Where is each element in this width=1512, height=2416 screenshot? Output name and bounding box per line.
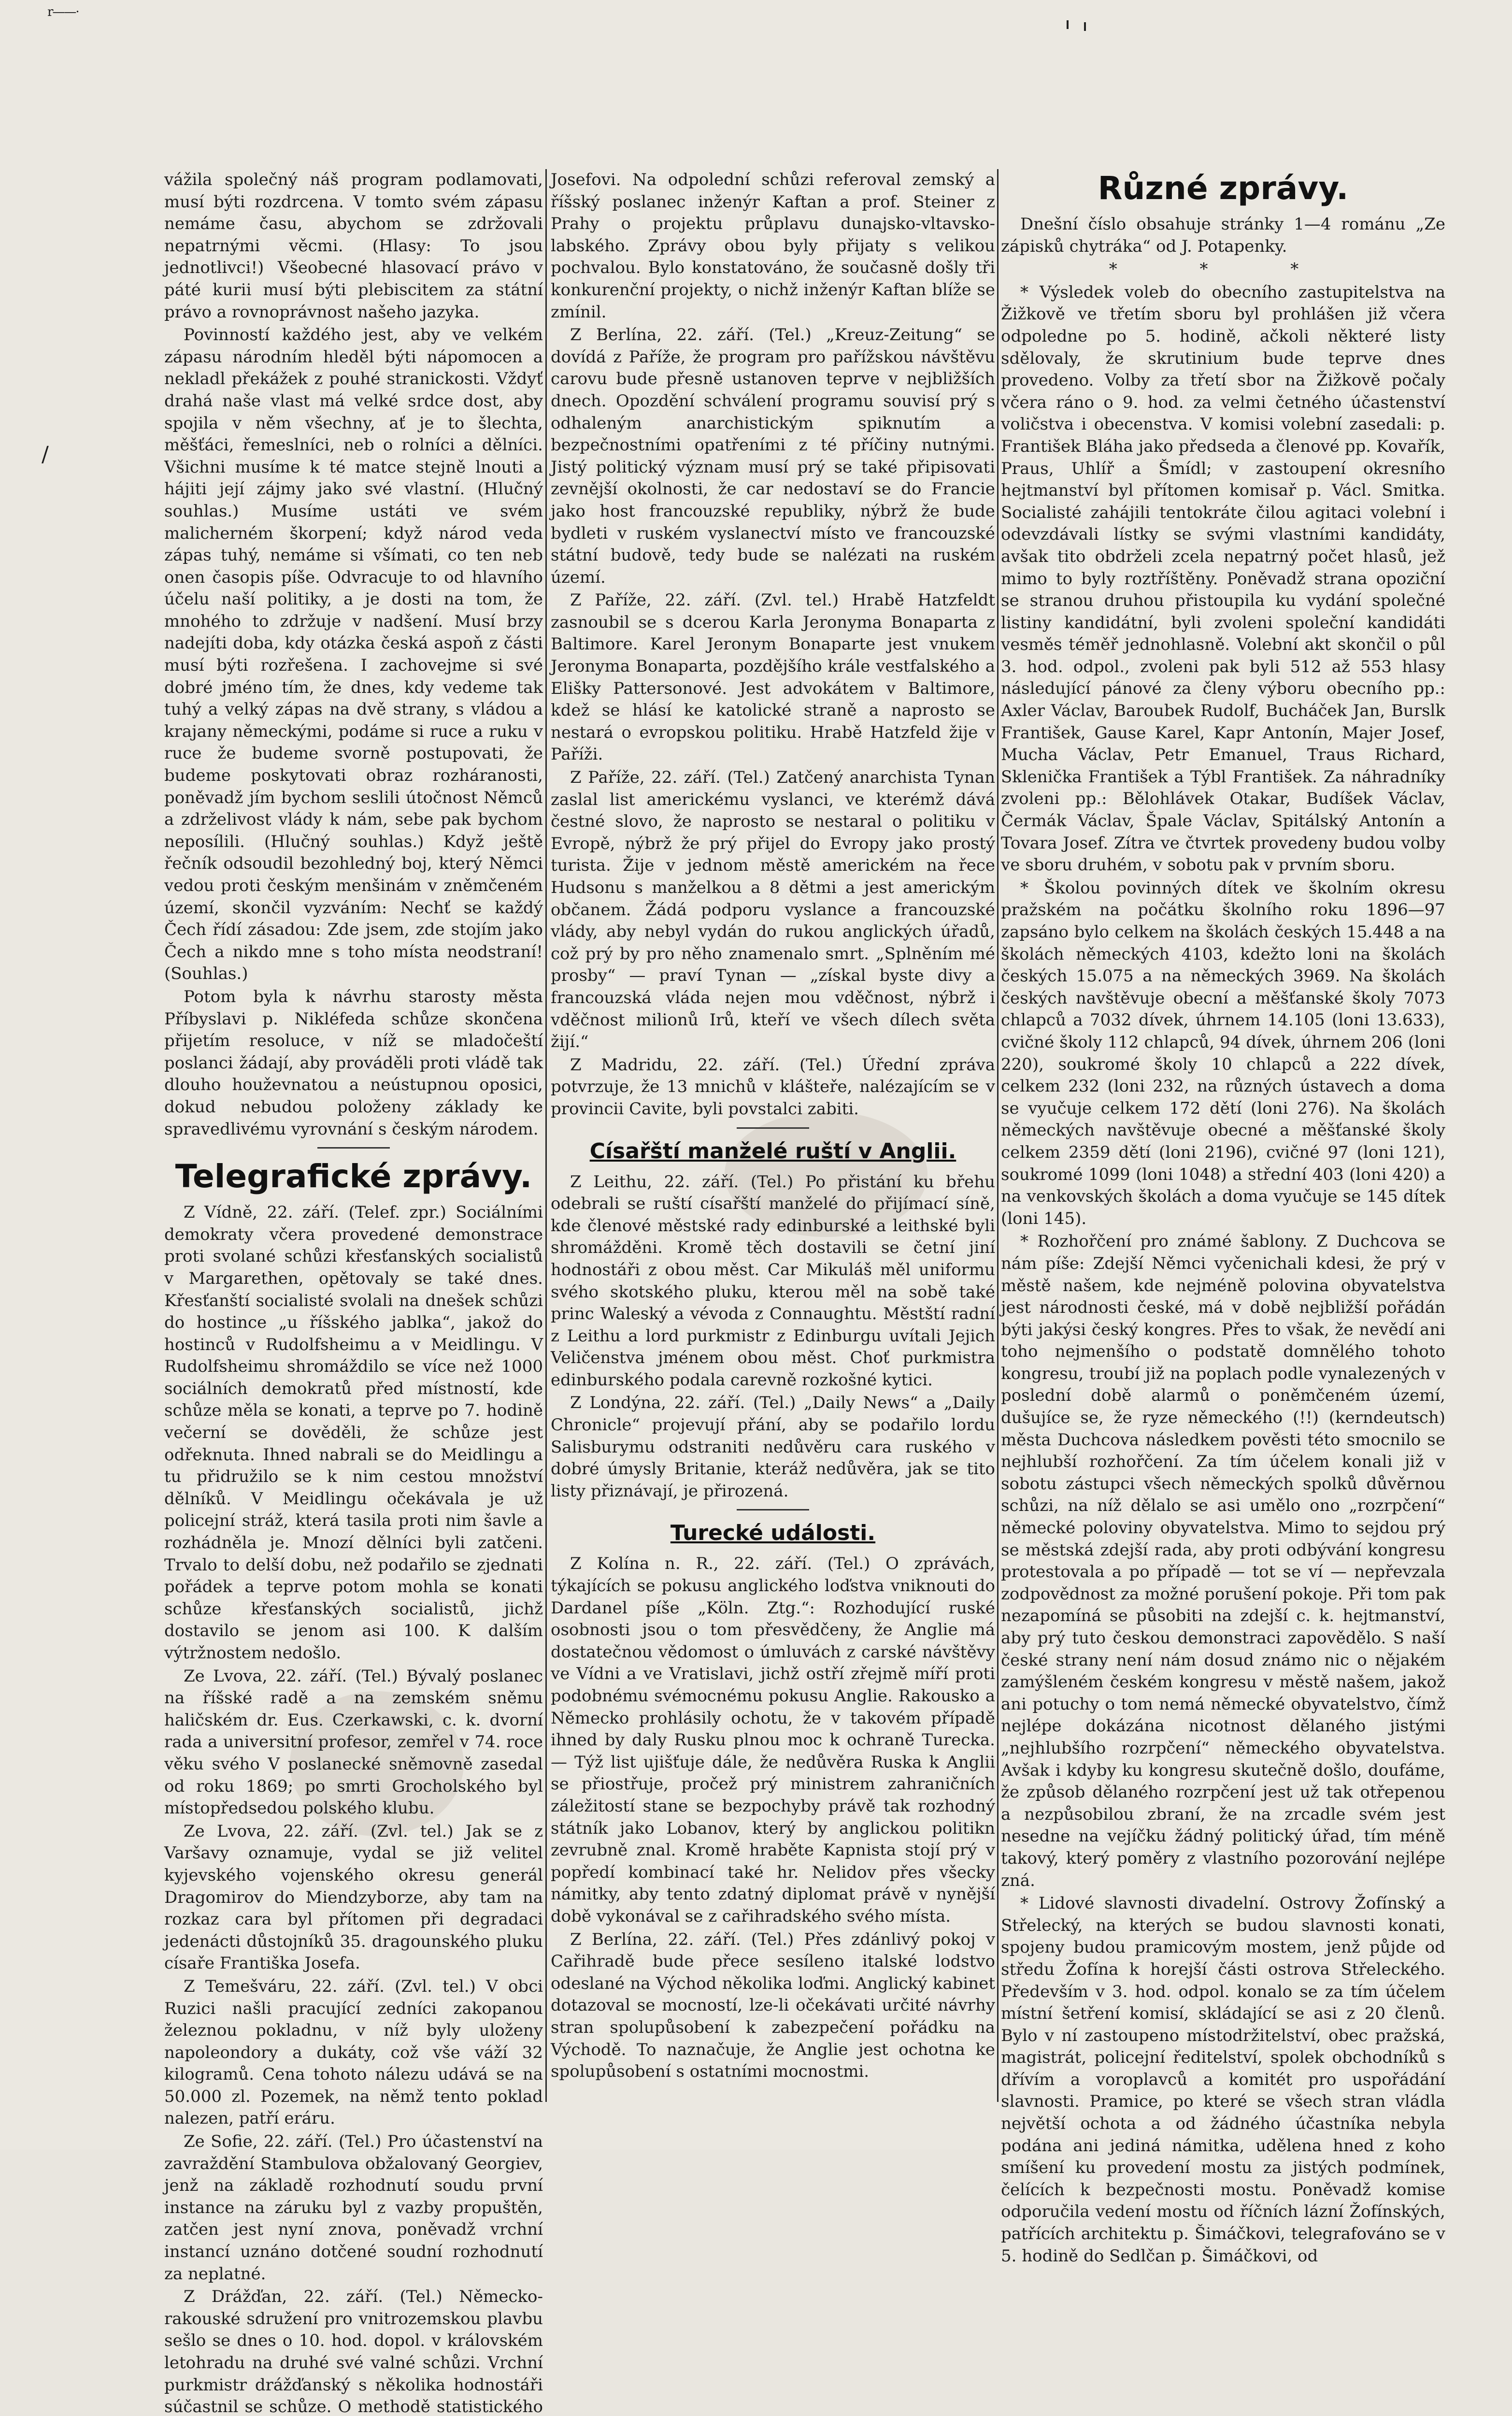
article-paragraph: Povinností každého jest, aby ve velkém zápasu národním hleděl býti nápomocen a nekladl překážek z pouhé stranickosti. Vždyť drahá naše vlast má velké srdce dost, aby spojila v něm všechny, ať je to šlechta, měšťáci, řemeslníci, neb o rolníci a dělníci. Všichni musíme k té matce stejně lnouti a hájiti její zájmy jako své vlastní. (Hlučný souhlas.) Musíme ustáti ve svém malicherném škorpení; když národ veda zápas tuhý, nemáme si všímati, co ten neb onen časopis píše. Odvracuje to od hlavního účelu naší politiky, a je dosti na tom, že mnohého to zdržuje v nadšení. Musí brzy nadejíti doba, kdy otázka česká aspoň z části musí býti rozřešena. I zachovejme si své dobré jméno tím, že dnes, kdy vedeme tak tuhý a velký zápas na dvě strany, s vládou a krajany německými, podáme si ruce a ruku v ruce že budeme svorně postupovati, že budeme poskytovati obraz rozháranosti, poněvadž jím bychom seslili útočnost Němců a zdrželivost vlády k nám, sebe pak bychom neposílili. (Hlučný souhlas.) Když ještě řečník odsoudil bezohledný boj, který Němci vedou proti českým menšinám v zněmčeném území, skončil vyzváním: Nechť se každý Čech řídí zásadou: Zde jsem, zde stojím jako Čech a nikdo mne s toho místa neodstraní! (Souhlas.) bbox=[164, 325, 543, 984]
news-item: Z Kolína n. R., 22. září. (Tel.) O zprávách, týkajících se pokusu anglického loďstva vniknouti do Dardanel píše „Köln. Ztg.“: Rozhodující ruské osobnosti jsou o tom přesvědčeny, že Anglie má dostatečnou vědomost o úmluvách z carské návštěvy ve Vídni a ve Vratislavi, jichž ostří zřejmě míří proti podobnému svémocnému pokusu Anglie. Rakousko a Německo prohlásily ochotu, že v takovém případě ihned by daly Rusku plnou moc k ochraně Turecka. — Týž list ujišťuje dále, že nedůvěra Ruska k Anglii se přiostřuje, pročež prý ministrem zahraničních záležitostí stane se bezpochyby právě tak rozhodný státník jako Lobanov, který by anglickou politikn zevrubně znal. Kromě hraběte Kapnista stojí prý v popředí kombinací také hr. Nelidov přes všecky námitky, aby tento zdatný diplomat právě v nynější době vykonával se z cařihradského svého místa. bbox=[551, 1554, 995, 1926]
stars-divider: * * * bbox=[1109, 259, 1338, 279]
article-paragraph: Potom byla k návrhu starosty města Příbyslavi p. Nikléfeda schůze skončena přijetím resoluce, v níž se mladočeští poslanci žádají, aby prováděli proti vládě tak dlouho houževnatou a neústupnou oposici, dokud nebudou položeny základy ke spravedlivému vyrovnání s českým národem. bbox=[164, 987, 543, 1139]
column-2 bbox=[551, 169, 995, 2112]
news-item: * Školou povinných dítek ve školním okresu pražském na počátku školního roku 1896—97 zapsáno bylo celkem na školách českých 15.448 a na školách německých 4103, kdežto loni na školách českých 15.075 a na německých 3969. Na školách českých navštěvuje obecní a měšťanské školy 7073 chlapců a 7032 dívek, úhrnem 14.105 (loni 13.633), cvičné školy 112 chlapců, 94 dívek, úhrnem 206 (loni 220), soukromé školy 10 chlapců a 222 dívek, celkem 232 (loni 232, na různých ústavech a doma se vyučuje celkem 172 dětí (loni 276). Na školách německých navštěvuje obecné a měšťanské školy celkem 2359 dětí (loni 2196), cvičné 97 (loni 121), soukromé 1099 (loni 1048) a střední 403 (loni 420) a na venkovských školách a doma vyučuje se 145 dítek (loni 145). bbox=[1001, 878, 1445, 1228]
section-title-cisarsti: Císařští manželé ruští v Anglii. bbox=[589, 1138, 956, 1164]
section-divider bbox=[737, 1127, 809, 1129]
news-item: Z Paříže, 22. září. (Tel.) Zatčený anarchista Tynan zaslal list americkému vyslanci, ve kterémž dává čestné slovo, že naprosto se nestaral o politiku v Evropě, nýbrž že prý přijel do Evropy jako prostý turista. Žije v jednom městě americkém na řece Hudsonu s manželkou a 8 dětmi a jest americkým občanem. Žádá podporu vyslance a francouzské vlády, aby nebyl vydán do rukou anglických úřadů, což prý by pro něho znamenalo smrt. „Splněním mé prosby“ — praví Tynan — „získal byste divy a francouzská vláda nejen mou vděčnost, nýbrž i vděčnost milionů Irů, kteří ve všech dílech světa žijí.“ bbox=[551, 768, 995, 1052]
intro-paragraph: Dnešní číslo obsahuje stránky 1—4 románu „Ze zápisků chytráka“ od J. Potapenky. bbox=[1001, 215, 1445, 256]
corner-mark: r——· bbox=[47, 5, 79, 19]
section-title-ruzne: Různé zprávy. bbox=[1098, 170, 1349, 207]
news-item: Z Londýna, 22. září. (Tel.) „Daily News“ a „Daily Chronicle“ projevují přání, aby se podařilo lordu Salisburymu odstraniti nedůvěru cara ruského v dobré úmysly Britanie, kteráž nedůvěra, jak se tito listy přiznávají, je přirozená. bbox=[551, 1393, 995, 1501]
news-item: Z Paříže, 22. září. (Zvl. tel.) Hrabě Hatzfeldt zasnoubil se s dcerou Karla Jeronyma Bonaparta z Baltimore. Karel Jeronym Bonaparte jest vnukem Jeronyma Bonaparta, pozdějšího krále vestfalského a Elišky Pattersonové. Jest advokátem v Baltimore, kdež se hlásí ke katolické straně a naprosto se nestará o evropskou politiku. Hrabě Hatzfeld žije v Paříži. bbox=[551, 590, 995, 764]
section-divider bbox=[317, 1147, 390, 1149]
column-3 bbox=[1001, 169, 1445, 2266]
news-item: Z Berlína, 22. září. (Tel.) „Kreuz-Zeitung“ se dovídá z Paříže, že program pro pařížskou návštěvu carovu bude přesně ustanoven teprve v nejbližších dnech. Opozdění schválení programu souvisí prý s odhaleným anarchistickým spiknutím a bezpečnostními opatřeními z té příčiny nutnými. Jistý politický význam musí prý se také připisovati zevnější okolnosti, že car nedostaví se do Francie jako host francouzské republiky, nýbrž že bude bydleti v ruském vyslanectví místo ve francouzské státní budově, tedy bude se nalézati na ruském území. bbox=[551, 325, 995, 587]
news-item: Z Leithu, 22. září. (Tel.) Po přistání ku břehu odebrali se ruští císařští manželé do přijímací síně, kde členové městské rady edinburské a leithské byli shromážděni. Kromě těch dostavili se četní jiní hodnostáři z obou měst. Car Mikuláš měl uniformu svého skotského pluku, kterou měl na sobě také princ Waleský a vévoda z Connaughtu. Městští radní z Leithu a lord purkmistr z Edinburgu uvítali Jejich Veličenstva jménem obou měst. Choť purkmistra edinburského podala carevně rozkošné kytici. bbox=[551, 1172, 995, 1390]
top-tick-mark bbox=[1084, 22, 1086, 31]
news-item: Z Temešváru, 22. září. (Zvl. tel.) V obci Ruzici našli pracující zedníci zakopanou železnou pokladnu, v níž byly uloženy napoleondory a dukáty, což vše váží 32 kilogramů. Cena tohoto nálezu udává se na 50.000 zl. Pozemek, na němž tento poklad nalezen, patří eráru. bbox=[164, 1976, 543, 2128]
column-rule bbox=[545, 169, 547, 2102]
column-rule bbox=[997, 169, 998, 2102]
news-item: Z Berlína, 22. září. (Tel.) Přes zdánlivý pokoj v Cařihradě bude přece sesíleno italské lodstvo odeslané na Východ několika loďmi. Anglický kabinet dotazoval se mocností, lze-li očekávati určité návrhy stran spolupůsobení k zabezpečení pořádku na Východě. To naznačuje, že Anglie jest ochotna ke spolupůsobení s ostatními mocnostmi. bbox=[551, 1929, 995, 2082]
section-title-telegraficke: Telegrafické zprávy. bbox=[175, 1158, 532, 1195]
news-item: Z Madridu, 22. září. (Tel.) Úřední zpráva potvrzuje, že 13 mnichů v klášteře, nalézajícím se v provincii Cavite, byli povstalci zabiti. bbox=[551, 1055, 995, 1119]
section-divider bbox=[737, 1509, 809, 1510]
article-paragraph: vážila společný náš program podlamovati, musí býti rozdrcena. V tomto svém zápasu nemáme času, abychom se zdržovali nepatrnými věcmi. (Hlasy: To jsou jednotlivci!) Všeobecné hlasovací právo v páté kurii musí býti plebiscitem za státní právo a rovnoprávnost našeho jazyka. bbox=[164, 170, 543, 322]
news-item: Z Vídně, 22. září. (Telef. zpr.) Sociálními demokraty včera provedené demonstrace proti svolané schůzi křesťanských socialistů v Margarethen, opětovaly se také dnes. Křesťanští socialisté svolali na dnešek schůzi do hostince „u říšského jablka“, jakož do hostinců v Rudolfsheimu a v Meidlingu. V Rudolfsheimu shromáždilo se více než 1000 sociálních demokratů před místností, kde schůze měla se konati, a teprve po 7. hodině večerní se dověděli, že schůze jest odřeknuta. Ihned nabrali se do Meidlingu a tu přidružilo se k nim cestou množství dělníků. V Meidlingu očekávala je už policejní stráž, která tasila proti nim šavle a rozhádněla je. Mnozí dělníci byli zatčeni. Trvalo to delší dobu, než podařilo se zjednati pořádek a teprve potom mohla se konati schůze křesťanských socialistů, jichž dostavilo se jenom asi 100. K dalším výtržnostem nedošlo. bbox=[164, 1203, 543, 1663]
news-item: Ze Lvova, 22. září. (Zvl. tel.) Jak se z Varšavy oznamuje, vydal se již velitel kyjevského vojenského okresu generál Dragomirov do Miendzyborze, aby tam na rozkaz cara byl přítomen při degradaci jedenácti důstojníků 35. dragounského pluku císaře Františka Josefa. bbox=[164, 1821, 543, 1973]
news-item: Ze Sofie, 22. září. (Tel.) Pro účastenství na zavraždění Stambulova obžalovaný Georgiev, jenž na základě rozhodnutí soudu první instance na záruku byl z vazby propuštěn, zatčen jest nyní znova, poněvadž vrchní instancí uznáno dotčené soudní rozhodnutí za neplatné. bbox=[164, 2132, 543, 2284]
top-tick-mark bbox=[1067, 20, 1069, 29]
article-paragraph: Josefovi. Na odpolední schůzi referoval zemský a říšský poslanec inženýr Kaftan a prof. Steiner z Prahy o projektu průplavu dunajsko-vltavsko-labského. Zprávy obou byly přijaty s velikou pochvalou. Bylo konstatováno, že současně došly tři konkurenční projekty, o nichž inženýr Kaftan blíže se zmínil. bbox=[551, 170, 995, 322]
news-item: Ze Lvova, 22. září. (Tel.) Bývalý poslanec na říšské radě a na zemském sněmu haličském dr. Eus. Czerkawski, c. k. dvorní rada a universitní profesor, zemřel v 74. roce věku svého V poslanecké sněmovně zasedal od roku 1869; po smrti Grocholského byl místopředsedou polského klubu. bbox=[164, 1666, 543, 1818]
news-item: * Rozhořčení pro známé šablony. Z Duchcova se nám píše: Zdejší Němci vyčenichali kdesi, že prý v městě našem, kde nejméně polovina obyvatelstva jest národnosti české, má v době nejbližší pořádán býti jakýsi český kongres. Přes to však, že nevědí ani toho nejmenšího o podstatě domnělého tohoto kongresu, troubí již na poplach podle vynalezených v poslední době alarmů o poněmčeném území, dušujíce se, že ryze německého (!!) (kerndeutsch) města Duchcova následkem pověsti této smocnilo se nejhlubší rozhořčení. Za tím účelem konali již v sobotu zástupci všech německých spolků důvěrnou schůzi, na níž dělalo se asi umělo ono „rozrpčení“ německé poloviny obyvatelstva. Mimo to sejdou prý se městská zdejší rada, aby proti odbývání kongresu protestovala a po případě — tot se ví — nepřevzala zodpovědnost za možné porušení pokoje. Při tom pak nezapomíná se působiti na zdejší c. k. hejtmanství, aby prý tuto českou demonstraci zapovědělo. S naší české strany není nám dosud známo nic o nějakém zamýšleném českém kongresu v městě našem, jakož ani potuchy o tom nemá německé obyvatelstvo, čímž nejlépe dokázána nicotnost dělaného jistými „nejhlubšího rozrpčení“ německého obyvatelstva. Avšak i kdyby ku kongresu skutečně došlo, doufáme, že způsob dělaného rozrpčení jest už tak otřepenou a nezpůsobilou zbraní, že na zrcadle svém jest nesedne na vejíčku žádný politický úřad, tím méně takový, který poměry z vlastního pozorování nejlépe zná. bbox=[1001, 1232, 1445, 1890]
section-title-turecke: Turecké události. bbox=[670, 1521, 876, 1546]
column-1 bbox=[164, 169, 543, 2416]
news-item: * Lidové slavnosti divadelní. Ostrovy Žofínský a Střelecký, na kterých se budou slavnosti konati, spojeny budou pramicovým mostem, jenž půjde od středu Žofína k horejší části ostrova Střeleckého. Především v 3. hod. odpol. konalo se za tím účelem místní šetření komisí, skládající se asi z 20 členů. Bylo v ní zastoupeno místodržitelství, obec pražská, magistrát, policejní ředitelství, spolek obchodníků s dřívím a voroplavců a komitét pro uspořádání slavnosti. Pramice, po které se všech stran vládla největší ochota a od žádného účastníka nebyla podána ani jediná námitka, udělena hned z koho smíšení ku provedení mostu za jistých podmínek, čelících k bezpečnosti mostu. Poněvadž komise odporučila vedení mostu od říčních lázní Žofínských, patřících architektu p. Šimáčkovi, telegrafováno se v 5. hodině do Sedlčan p. Šimáčkovi, od bbox=[1001, 1894, 1445, 2266]
news-item: * Výsledek voleb do obecního zastupitelstva na Žižkově ve třetím sboru byl prohlášen již včera odpoledne po 5. hodině, ačkoli některé listy sdělovaly, že skrutinium bude teprve dnes provedeno. Volby za třetí sbor na Žižkově počaly včera ráno o 9. hod. za velmi četného účastenství voličstva i obecenstva. V komisi volební zasedali: p. František Bláha jako předseda a členové pp. Kovařík, Praus, Uhlíř a Šmídl; v zastoupení okresního hejtmanství byl přítomen komisař p. Václ. Smitka. Socialisté zahájili tentokráte čilou agitaci volební i odevzdávali lístky se svými vlastními kandidáty, avšak tito obdrželi zcela nepatrný počet hlasů, jež mimo to byly roztříštěny. Poněvadž strana opoziční se stranou druhou přistoupila ku vydání společné listiny kandidátní, byli zvoleni společní kandidáti vesměs téměř jednohlasně. Volební akt skončil o půl 3. hod. odpol., zvoleni pak byli 512 až 553 hlasy následující pánové za členy výboru obecního pp.: Axler Václav, Baroubek Rudolf, Bucháček Jan, Burslk František, Gause Karel, Kapr Antonín, Majer Josef, Mucha Václav, Petr Emanuel, Traus Richard, Sklenička František a Týbl František. Za náhradníky zvoleni pp.: Bělohlávek Otakar, Budíšek Václav, Čermák Václav, Špale Václav, Spitálský Antonín a Tovara Josef. Zítra ve čtvrtek provedeny budou volby ve sboru druhém, v sobotu pak v prvním sboru. bbox=[1001, 282, 1445, 875]
margin-mark: / bbox=[42, 442, 49, 467]
news-item: Z Drážďan, 22. září. (Tel.) Německo-rakouské sdružení pro vnitrozemskou plavbu sešlo se dnes o 10. hod. dopol. v královském letohradu na druhé své valné schůzi. Vrchní purkmistr drážďanský s několika hodnostáři súčastnil se schůze. O methodě statistického bbox=[164, 2287, 543, 2416]
